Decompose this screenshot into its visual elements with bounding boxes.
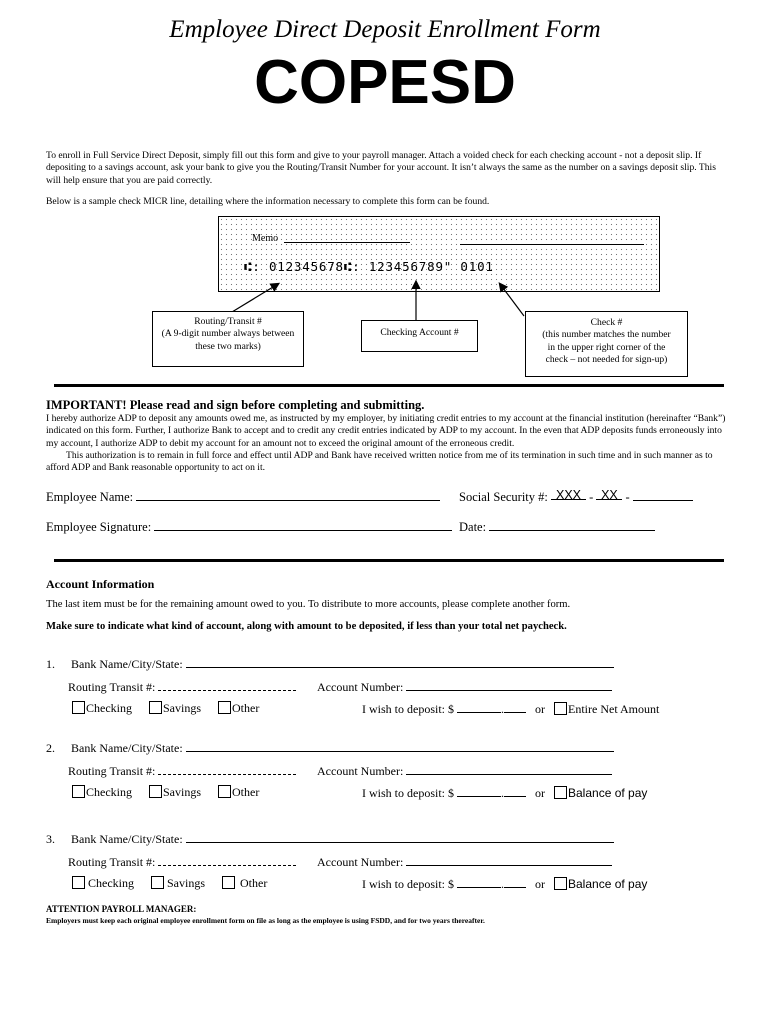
form-title: Employee Direct Deposit Enrollment Form <box>169 16 601 43</box>
ssn-part2-field[interactable]: XX <box>596 488 622 500</box>
account-3-routing-label: Routing Transit #: <box>68 855 156 869</box>
account-1-bank-field[interactable] <box>186 656 614 668</box>
account-2-account-field[interactable] <box>406 763 612 775</box>
account-1-routing-label: Routing Transit #: <box>68 680 156 694</box>
checking-callout-line1: Checking Account # <box>380 327 459 338</box>
account-3-bank-label: Bank Name/City/State: <box>71 832 183 846</box>
account-1-bank-row <box>46 656 614 672</box>
date-row <box>459 519 655 535</box>
account-3-other-label: Other <box>240 876 268 890</box>
account-3-balance-label: Balance of pay <box>568 877 648 891</box>
account-2-bank-row <box>46 740 614 756</box>
intro-paragraph: To enroll in Full Service Direct Deposit, simply fill out this form and give to your payroll manager. Attach a voided check for each checking account - not a deposit slip. If depositing to a savings account, ask your bank to give you the Routing/Transit Number for your account. It isn’t always the same as the number on a savings deposit slip. This will help ensure that you are paid correctly. <box>46 150 716 186</box>
ssn-part3-field[interactable] <box>633 489 693 501</box>
account-note-1: The last item must be for the remaining amount owed to you. To distribute to more accounts, please complete another form. <box>46 599 571 610</box>
account-1-bank-label: Bank Name/City/State: <box>71 657 183 671</box>
account-2-or: or <box>535 786 545 800</box>
check-memo-label: Memo <box>252 233 279 244</box>
check-number-arrow <box>500 284 524 316</box>
account-2-number: 2. <box>46 741 55 755</box>
account-3-account-field[interactable] <box>406 854 612 866</box>
account-1-number: 1. <box>46 657 55 671</box>
account-2-checking-checkbox[interactable] <box>72 785 85 798</box>
account-1-cents-field[interactable] <box>504 701 526 713</box>
account-3-savings-checkbox[interactable] <box>151 876 164 889</box>
account-3-deposit-label: I wish to deposit: $ <box>362 877 454 891</box>
account-2-balance-checkbox[interactable] <box>554 786 567 799</box>
routing-callout <box>152 311 304 367</box>
account-3-cents-field[interactable] <box>504 876 526 888</box>
sample-note: Below is a sample check MICR line, detailing where the information necessary to complete this form can be found. <box>46 196 490 207</box>
brand-logo-text: COPESD <box>254 48 516 117</box>
account-2-account-row <box>317 763 612 779</box>
account-2-account-label: Account Number: <box>317 764 404 778</box>
account-1-account-label: Account Number: <box>317 680 404 694</box>
account-3-or: or <box>535 877 545 891</box>
account-3-deposit-row: I wish to deposit: $ . or Balance of pay <box>362 877 648 891</box>
employee-name-label: Employee Name: <box>46 490 134 504</box>
account-2-bank-label: Bank Name/City/State: <box>71 741 183 755</box>
account-1-other-checkbox[interactable] <box>218 701 231 714</box>
attention-heading: ATTENTION PAYROLL MANAGER: <box>46 904 197 914</box>
account-1-type-row <box>72 701 259 716</box>
account-2-routing-row <box>68 763 296 779</box>
check-micr-line: ⑆: 012345678⑆: 123456789" 0101 <box>244 259 494 274</box>
account-3-number: 3. <box>46 832 55 846</box>
check-callout-line3: in the upper right corner of the <box>547 341 666 353</box>
account-2-type-row <box>72 785 259 800</box>
date-label: Date: <box>459 520 487 534</box>
attention-note: Employers must keep each original employee enrollment form on file as long as the employee is using FSDD, and for two years thereafter. <box>46 916 485 925</box>
important-heading: IMPORTANT! Please read and sign before completing and submitting. <box>46 398 425 412</box>
account-2-savings-checkbox[interactable] <box>149 785 162 798</box>
account-1-or: or <box>535 702 545 716</box>
account-1-entire-net-checkbox[interactable] <box>554 702 567 715</box>
account-1-account-field[interactable] <box>406 679 612 691</box>
account-1-dollars-field[interactable] <box>457 701 501 713</box>
ssn-part1-field[interactable]: XXX <box>551 488 586 500</box>
authorization-termination-paragraph: This authorization is to remain in full force and effect until ADP and Bank have received written notice from me of its termination in such time and in such manner as to afford ADP and Bank reasonable opportunity to act on it. <box>46 450 713 474</box>
employee-name-field[interactable] <box>136 489 440 501</box>
account-info-title: Account Information <box>46 577 155 591</box>
routing-callout-line3: these two marks) <box>195 340 261 352</box>
account-3-account-label: Account Number: <box>317 855 404 869</box>
account-1-deposit-row: I wish to deposit: $ . or Entire Net Amount <box>362 702 660 716</box>
account-3-routing-row <box>68 854 296 870</box>
account-2-bank-field[interactable] <box>186 740 614 752</box>
account-1-other-label: Other <box>232 701 260 715</box>
account-3-type-row <box>72 876 267 891</box>
account-3-checking-label: Checking <box>88 876 134 890</box>
account-1-checking-checkbox[interactable] <box>72 701 85 714</box>
section-divider-2 <box>54 559 724 562</box>
ssn-dash-2: - <box>625 490 630 504</box>
ssn-row <box>459 489 693 505</box>
account-3-bank-field[interactable] <box>186 831 614 843</box>
account-1-checking-label: Checking <box>86 701 132 715</box>
account-3-dollars-field[interactable] <box>457 876 501 888</box>
account-2-savings-label: Savings <box>163 785 202 799</box>
account-2-other-label: Other <box>232 785 260 799</box>
account-2-dollars-field[interactable] <box>457 785 501 797</box>
ssn-dash-1: - <box>589 490 594 504</box>
authorization-paragraph: I hereby authorize ADP to deposit any amounts owed me, as instructed by my employer, by initiating credit entries to my account at the financial institution (hereinafter “Bank”) indicated on this form. Further, I authorize Bank to accept and to credit any credit entries indicated by ADP to my account. In the even that ADP deposits funds erroneously into my account, I authorize ADP to debit my account for an amount not to exceed the original amount of the erroneous credit. <box>46 413 726 449</box>
account-2-routing-label: Routing Transit #: <box>68 764 156 778</box>
check-callout-line2: (this number matches the number <box>542 329 671 341</box>
check-number-callout <box>525 311 688 377</box>
account-1-routing-field[interactable] <box>158 679 296 691</box>
account-2-deposit-label: I wish to deposit: $ <box>362 786 454 800</box>
account-3-routing-field[interactable] <box>158 854 296 866</box>
account-1-savings-label: Savings <box>163 701 202 715</box>
date-field[interactable] <box>489 519 655 531</box>
account-2-balance-label: Balance of pay <box>568 786 648 800</box>
account-1-account-row <box>317 679 612 695</box>
ssn-label: Social Security #: <box>459 490 548 504</box>
account-1-entire-net-label: Entire Net Amount <box>568 702 660 716</box>
account-2-checking-label: Checking <box>86 785 132 799</box>
account-3-bank-row <box>46 831 614 847</box>
employee-signature-label: Employee Signature: <box>46 520 152 534</box>
account-3-account-row <box>317 854 612 870</box>
employee-signature-row <box>46 519 452 535</box>
account-1-deposit-label: I wish to deposit: $ <box>362 702 454 716</box>
account-3-other-checkbox[interactable] <box>222 876 235 889</box>
account-3-balance-checkbox[interactable] <box>554 877 567 890</box>
account-2-routing-field[interactable] <box>158 763 296 775</box>
routing-callout-line2: (A 9-digit number always between <box>161 328 295 340</box>
employee-signature-field[interactable] <box>154 519 452 531</box>
routing-callout-line1: Routing/Transit # <box>194 316 262 327</box>
account-2-cents-field[interactable] <box>504 785 526 797</box>
account-note-2: Make sure to indicate what kind of account, along with amount to be deposited, if less than your total net paycheck. <box>46 621 567 632</box>
account-1-routing-row <box>68 679 296 695</box>
check-callout-line1: Check # <box>590 317 623 328</box>
account-1-savings-checkbox[interactable] <box>149 701 162 714</box>
check-callout-line4: check – not needed for sign-up) <box>545 354 668 366</box>
account-2-other-checkbox[interactable] <box>218 785 231 798</box>
account-3-savings-label: Savings <box>167 876 206 890</box>
employee-name-row <box>46 489 440 505</box>
account-2-deposit-row: I wish to deposit: $ . or Balance of pay <box>362 786 648 800</box>
account-3-checking-checkbox[interactable] <box>72 876 85 889</box>
section-divider <box>54 384 724 387</box>
routing-arrow <box>232 284 278 312</box>
checking-callout <box>361 320 478 352</box>
